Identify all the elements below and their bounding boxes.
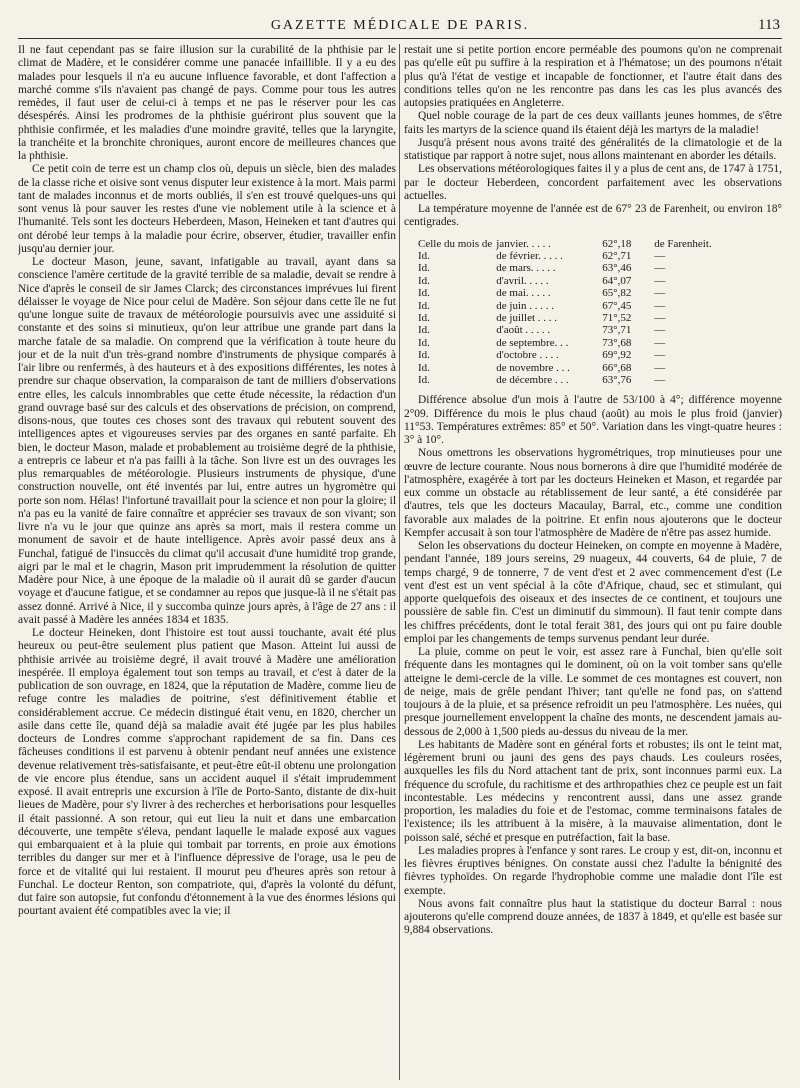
row-label: Id. — [418, 311, 430, 324]
table-row — [418, 324, 716, 336]
paragraph: Jusqu'à présent nous avons traité des généralités de la climatologie et de la statistique par rapport à notre sujet, nous allons maintenant en aborder les détails. — [404, 136, 782, 162]
paragraph: Ce petit coin de terre est un champ clos où, depuis un siècle, bien des malades de la classe riche et oisive sont venus disputer leur existence à la mort. Mais parmi tant de malades inconnus et de morts oubliés, il s'en est trouvé quelques-uns qui sont venus là pour sauver les restes d'une vie noblement utile à la science et à l'humanité. Tels sont les docteurs Heberdeen, Mason, Heineken et tant d'autres qui ont dérobé leur temps à la maladie pour écrire, observer, étudier, travailler enfin jusqu'au dernier jour. — [18, 163, 396, 255]
table-row — [418, 337, 716, 349]
column-divider — [399, 44, 400, 1080]
month-cell: d'août . . . . . — [496, 324, 551, 337]
unit-cell: — — [654, 311, 666, 324]
row-label: Id. — [418, 299, 430, 312]
paragraph: Différence absolue d'un mois à l'autre de 53/100 à 4°; différence moyenne 2°09. Différence du mois le plus chaud (août) au mois le plus froid (janvier) 11°53. Températures extrêmes: 85° et 50°. Variation dans les vingt-quatre heures : 3° à 10°. — [404, 394, 782, 447]
temperature-value: 65°,82 — [602, 287, 632, 300]
row-label: Id. — [418, 349, 430, 362]
temperature-value: 64°,07 — [602, 274, 632, 287]
unit-cell: — — [654, 373, 666, 386]
unit-cell: — — [654, 287, 666, 300]
month-cell: d'octobre . . . . — [496, 349, 559, 362]
month-cell: de mars. . . . . — [496, 262, 556, 275]
paragraph: La température moyenne de l'année est de 67° 23 de Farenheit, ou environ 18° centigrades. — [404, 203, 782, 229]
table-row — [418, 238, 716, 250]
unit-cell: — — [654, 249, 666, 262]
monthly-temperature-table — [418, 238, 716, 387]
table-row — [418, 362, 716, 374]
temperature-value: 62°,71 — [602, 249, 632, 262]
unit-cell: — — [654, 336, 666, 349]
paragraph: La pluie, comme on peut le voir, est assez rare à Funchal, bien qu'elle soit fréquente dans les montagnes qui le dominent, où on la voit tomber sans qu'elle atteigne le demi-cercle de la ville. Le sommet de ces montagnes est couvert, non de neige, mais de grêle pendant l'hiver; tant qu'elle ne fond pas, on s'attend toujours à de la pluie, et sa présence refroidit un peu l'atmosphère. Les nuées, qui presque journellement enveloppent la chaîne des monts, ne descendent jamais au-dessous de 2,000 à 1,500 pieds au-dessus du niveau de la mer. — [404, 646, 782, 738]
page-number: 113 — [758, 17, 780, 33]
table-row — [418, 300, 716, 312]
temperature-value: 73°,68 — [602, 336, 632, 349]
unit-cell: — — [654, 262, 666, 275]
month-cell: de mai. . . . . — [496, 287, 551, 300]
row-label: Id. — [418, 324, 430, 337]
row-label: Id. — [418, 336, 430, 349]
paragraph: Selon les observations du docteur Heineken, on compte en moyenne à Madère, pendant l'année, 189 jours sereins, 29 nuageux, 44 couverts, 64 de pluie, 7 de temps chargé, 9 de tonnerre, 7 de vent d'est et 2 avec commencement d'est (Le vent d'est est un vent spécial à la côte d'Afrique, chaud, sec et stimulant, qui apporte quelquefois des oiseaux et des insectes de ce continent, et toujours une poussière de sable fin. C'est un diminutif du simmoun). Il faut tenir compte dans les chiffres précédents, dont le total ferait 381, des jours qui ont pu faire double emploi par les changements de temps survenus pendant leur durée. — [404, 540, 782, 645]
paragraph: Nous avons fait connaître plus haut la statistique du docteur Barral : nous ajouterons qu'elle comprend douze années, de 1837 à 1849, et qu'elle est basée sur 9,884 observations. — [404, 897, 782, 937]
month-cell: janvier. . . . . — [496, 237, 551, 250]
month-cell: de novembre . . . — [496, 361, 570, 374]
row-label: Id. — [418, 262, 430, 275]
table-row — [418, 262, 716, 274]
month-cell: d'avril. . . . . — [496, 274, 549, 287]
paragraph: Nous omettrons les observations hygrométriques, trop minutieuses pour une œuvre de lecture courante. Nous nous bornerons à dire que l'humidité modérée de l'atmosphère, exagérée à tort par les docteurs Heineken et Mason, et regardée par eux comme un obstacle au rétablissement de leur santé, a été considérée par d'autres, tels que les docteurs Macaulay, Barral, etc., comme une condition favorable aux malades de la poitrine. Et enfin nous ajouterons que le docteur Kempfer accusait à son tour l'atmosphère de Madère de n'être pas assez humide. — [404, 447, 782, 539]
paragraph: Le docteur Mason, jeune, savant, infatigable au travail, ayant dans sa conscience l'amère certitude de la gravité terrible de sa maladie, devait se rendre à Nice d'après le conseil de sir James Clarck; des circonstances imprévues lui firent délaisser le voyage de Nice pour celui de Madère. Son séjour dans cette île ne fut qu'une longue suite de travaux de météorologie poursuivis avec une assiduité si constante et des soins si minutieux, qu'on leur attribue une grande part dans la marche fatale de sa maladie. On comprend que la vérification à toute heure du jour et de la nuit d'un très-grand nombre d'instruments de physique comparés à l'air libre ou renfermés, à des hauteurs et à des expositions différentes, les notes à prendre sur chaque observation, la comparaison de tant de milliers d'observations entre elles, les calculs innombrables que cette étude nécessite, la rédaction d'un grand ouvrage basé sur des calculs et des observations de précision, on comprend, disons-nous, que toutes ces choses sont des travaux qui rebutent souvent des intelligences aptes et vigoureuses servies par des organes en santé parfaite. Eh bien, le docteur Mason, malade et probablement au troisième degré de la phthisie, a entrepris ce labeur et n'a pas failli à la tâche. Son livre est un des ouvrages les plus remarquables de météorologie. Plusieurs instruments de physique, d'une construction nouvelle, ont été inventés par lui, entre autres un hygromètre qui porte son nom. Hélas! l'infortuné travaillait pour la science et non pour la gloire; il n'a pas eu la vanité de faire connaître et apprécier ses travaux de son vivant; son livre n'a vu le jour que quinze ans après sa mort, mais il restera comme un monument de savoir et de haute intelligence. Après avoir passé deux ans à Funchal, fatigué de l'insuccès du climat qu'il accusait d'une humidité trop grande, aigri par le mal et le chagrin, Mason prit imprudemment la résolution de quitter Madère pour Nice, à une époque de la maladie où il aurait dû se garder d'aucun voyage et d'aucune fatigue, et se condamner au repos que jusque-là il ne s'était pas assez donné. Arrivé à Nice, il y succomba quinze jours après, à l'âge de 27 ans : il avait passé à Madère les années 1834 et 1835. — [18, 256, 396, 626]
unit-cell: — — [654, 324, 666, 337]
temperature-value: 62°,18 — [602, 237, 632, 250]
month-cell: de juin . . . . . — [496, 299, 554, 312]
temperature-value: 63°,46 — [602, 262, 632, 275]
unit-cell: — — [654, 349, 666, 362]
temperature-value: 66°,68 — [602, 361, 632, 374]
paragraph: Le docteur Heineken, dont l'histoire est tout aussi touchante, avait été plus heureux ou peut-être seulement plus patient que Mason. Atteint lui aussi de phthisie arrivée au troisième degré, il avait trouvé à Madère une amélioration inespérée. Il employa également tout son temps au travail, et c'est à dater de la publication de son ouvrage, en 1824, que la réputation de Madère, comme lieu de refuge contre les maladies de poitrine, s'est définitivement établie et considérablement accrue. Ce médecin distingué était venu, en 1820, chercher un asile dans cette île, quand déjà sa maladie avait été jugée par les plus habiles docteurs de Londres comme s'approchant rapidement de sa fin. Dans ces fâcheuses conditions il est parvenu à obtenir pendant neuf années une existence devenue relativement très-satisfaisante, et peut-être eût-il obtenu une prolongation de vie encore plus étendue, sans un accident auquel il s'était imprudemment exposé. Il avait entrepris une excursion à l'île de Porto-Santo, distante de dix-huit lieues de Madère, pour s'y livrer à des recherches et herborisations pour lesquelles il était passionné. A son retour, qui eut lieu la nuit et dans une embarcation découverte, une tempête s'éleva, pendant laquelle le malade exposé aux vagues qui embarquaient et à la pluie qui tombait par torrents, en proie aux émotions terribles du danger sur mer et à l'influence dépressive de l'orage, usa le peu de force et de vitalité qui lui restaient. Il mourut peu d'heures après son retour à Funchal. Le docteur Renton, son compatriote, qui, d'après la volonté du défunt, dut faire son autopsie, fut confondu d'étonnement à la vue des énormes lésions qui pourtant avaient été compatibles avec la vie; il — [18, 627, 396, 918]
paragraph: Les habitants de Madère sont en général forts et robustes; ils ont le teint mat, légèrement bruni ou jauni des gens des pays chauds. Les couleurs rosées, auxquelles les fils du Nord attachent tant de prix, sont inconnues parmi eux. La fréquence du scrofule, du rachitisme et des arthropathies chez ce peuple est un fait incontestable. Les médecins y rencontrent aussi, dans une assez grande proportion, les maladies du foie et de l'estomac, comme terminaisons fatales de l'existence; ils les attribuent à la misère, à la mauvaise alimentation, dont le poisson salé, séché et presque en putréfaction, fait la base. — [404, 738, 782, 844]
table-row — [418, 312, 716, 324]
page-header — [18, 12, 782, 39]
row-label: Id. — [418, 287, 430, 300]
temperature-value: 69°,92 — [602, 349, 632, 362]
paragraph: Quel noble courage de la part de ces deux vaillants jeunes hommes, de s'être faits les martyrs de la science quand ils étaient déjà les martyrs de la maladie! — [404, 110, 782, 136]
table-row — [418, 287, 716, 299]
table-row — [418, 250, 716, 262]
month-cell: de juillet . . . . — [496, 311, 558, 324]
table-row — [418, 275, 716, 287]
unit-cell: de Farenheit. — [654, 237, 712, 250]
paragraph: Les observations météorologiques faites il y a plus de cent ans, de 1747 à 1751, par le docteur Heberdeen, concordent parfaitement avec les observations actuelles. — [404, 163, 782, 202]
temperature-value: 71°,52 — [602, 311, 632, 324]
paragraph: restait une si petite portion encore perméable des poumons qu'on ne comprenait pas qu'elle eût pu suffire à la respiration et à l'hématose; un des poumons n'était plus qu'à l'état de vestige et incapable de fonctionner, et l'autre était dans des conditions telles qu'on ne les rencontre pas dans les cas les plus avancés des autopsies pratiquées en Angleterre. — [404, 44, 782, 109]
row-label: Celle du mois de — [418, 237, 493, 250]
temperature-value: 67°,45 — [602, 299, 632, 312]
row-label: Id. — [418, 361, 430, 374]
temperature-value: 73°,71 — [602, 324, 632, 337]
left-column — [18, 44, 396, 1080]
paragraph: Les maladies propres à l'enfance y sont rares. Le croup y est, dit-on, inconnu et les fièvres éruptives bénignes. On constate aussi chez l'adulte la bénignité des fièvres typhoïdes. On regarde l'hydrophobie comme une maladie dont l'île est exempte. — [404, 844, 782, 897]
row-label: Id. — [418, 373, 430, 386]
table-row — [418, 374, 716, 386]
row-label: Id. — [418, 249, 430, 262]
row-label: Id. — [418, 274, 430, 287]
month-cell: de février. . . . . — [496, 249, 563, 262]
running-title: GAZETTE MÉDICALE DE PARIS. — [270, 18, 530, 33]
month-cell: de décembre . . . — [496, 373, 569, 386]
temperature-value: 63°,76 — [602, 373, 632, 386]
unit-cell: — — [654, 274, 666, 287]
right-column — [404, 44, 782, 1080]
unit-cell: — — [654, 299, 666, 312]
paragraph: Il ne faut cependant pas se faire illusion sur la curabilité de la phthisie par le climat de Madère, et le considérer comme une panacée infaillible. Il y a eu des malades pour lesquels il n'a eu aucune influence favorable, et dont l'affection a marché comme s'ils n'avaient pas changé de pays. Comme pour tous les autres remèdes, il faut user de celui-ci à temps et ne pas le réserver pour les cas désespérés. Ainsi les prodromes de la phthisie guériront plus souvent que la phthisie confirmée, et les maladies d'une moindre gravité, telles que la laryngite, la tranchéite et la bronchite chroniques, auront encore de meilleures chances que la phthisie. — [18, 44, 396, 162]
table-row — [418, 349, 716, 361]
month-cell: de septembre. . . — [496, 336, 569, 349]
unit-cell: — — [654, 361, 666, 374]
